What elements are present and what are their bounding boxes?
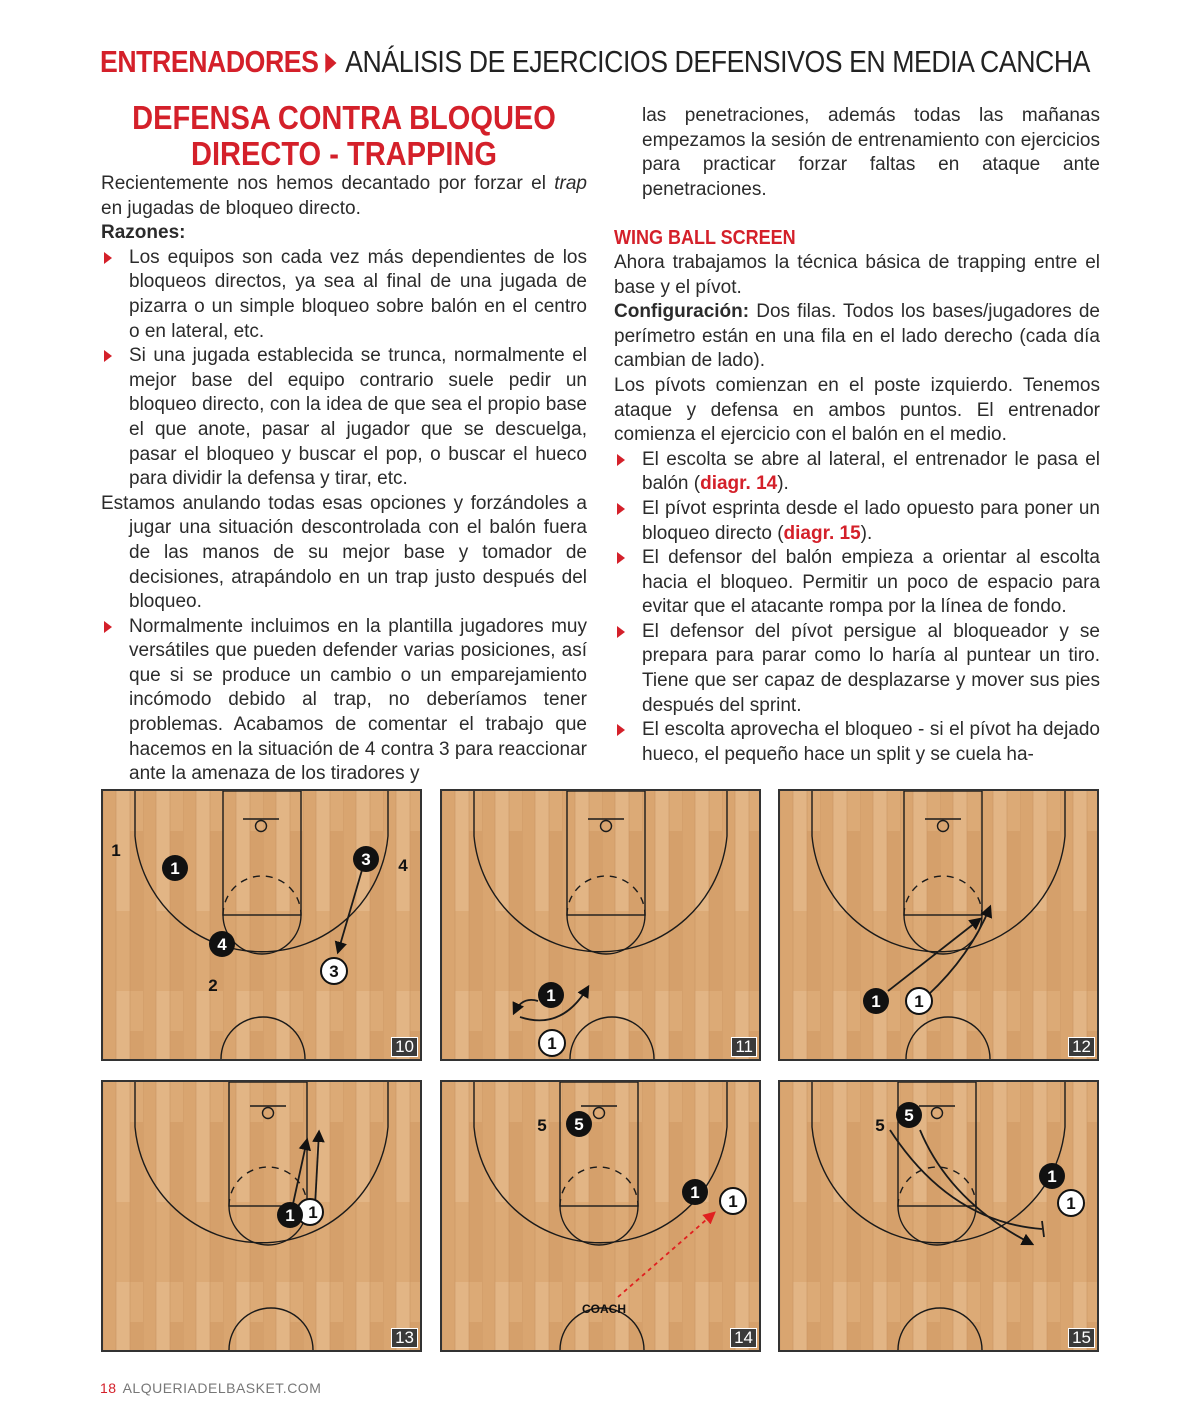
svg-text:3: 3 bbox=[361, 850, 371, 869]
diagram-number: 12 bbox=[1068, 1037, 1095, 1057]
section-heading: WING BALL SCREEN bbox=[614, 227, 796, 250]
svg-text:4: 4 bbox=[217, 935, 227, 954]
footer-site: ALQUERIADELBASKET.COM bbox=[122, 1380, 322, 1396]
svg-text:1: 1 bbox=[1066, 1194, 1076, 1213]
svg-text:5: 5 bbox=[574, 1115, 584, 1134]
pivots-paragraph: Los pívots comienzan en el poste izquierdo. Tenemos ataque y defensa en ambos puntos. El entrenador comienza el ejercicio con el balón en el medio. bbox=[614, 374, 1100, 446]
bullet-item: El defensor del pívot persigue al bloqueador y se prepara para parar como lo haría al puntear un tiro. Tiene que ser capaz de desplazarse y mover sus pies después del sprint. bbox=[614, 620, 1100, 718]
header-triangle-icon bbox=[325, 53, 336, 73]
court-diagram-10 bbox=[103, 791, 420, 1059]
title-line-2: DIRECTO - TRAPPING bbox=[190, 135, 498, 172]
header-subtitle: ANÁLISIS DE EJERCICIOS DEFENSIVOS EN MEDIA CANCHA bbox=[345, 44, 1091, 79]
diagram-number: 13 bbox=[391, 1328, 418, 1348]
diagram-13 bbox=[101, 1080, 422, 1352]
bullet-item: El defensor del balón empieza a orientar al escolta hacia el bloqueo. Permitir un poco de espacio para evitar que el atacante rompa por la línea de fondo. bbox=[614, 546, 1100, 620]
bullet-item: El escolta se abre al lateral, el entrenador le pasa el balón (diagr. 14). bbox=[614, 448, 1100, 497]
page-number: 18 bbox=[100, 1380, 117, 1396]
court-diagram-12 bbox=[780, 791, 1097, 1059]
svg-text:1: 1 bbox=[1047, 1167, 1057, 1186]
court-diagram-15 bbox=[780, 1082, 1097, 1350]
svg-text:1: 1 bbox=[111, 841, 121, 860]
diagram-number: 14 bbox=[730, 1328, 757, 1348]
diagram-11 bbox=[440, 789, 761, 1061]
svg-text:1: 1 bbox=[728, 1192, 738, 1211]
svg-text:1: 1 bbox=[546, 986, 556, 1005]
svg-text:COACH: COACH bbox=[582, 1302, 626, 1316]
diagram-ref: diagr. 15 bbox=[783, 522, 861, 544]
intro-paragraph: Recientemente nos hemos decantado por forzar el trap en jugadas de bloqueo directo. bbox=[101, 173, 587, 219]
body-paragraph: Estamos anulando todas esas opciones y forzándoles a jugar una situación descontrolada con el balón fuera de las manos de su mejor base y tomador de decisiones, atrapándolo en un trap justo después del bloqueo. bbox=[101, 492, 587, 613]
svg-text:4: 4 bbox=[398, 856, 408, 875]
wing-intro: Ahora trabajamos la técnica básica de trapping entre el base y el pívot. bbox=[614, 251, 1100, 298]
svg-text:5: 5 bbox=[537, 1116, 547, 1135]
svg-text:2: 2 bbox=[208, 976, 218, 995]
diagram-12 bbox=[778, 789, 1099, 1061]
title-line-1: DEFENSA CONTRA BLOQUEO bbox=[132, 99, 556, 136]
svg-text:1: 1 bbox=[690, 1183, 700, 1202]
page-footer bbox=[100, 1380, 321, 1396]
config-paragraph: Configuración: Dos filas. Todos los bases/jugadores de perímetro están en una fila en el lado derecho (cada día cambian de lado). bbox=[614, 301, 1100, 372]
svg-text:1: 1 bbox=[285, 1206, 295, 1225]
diagram-10 bbox=[101, 789, 422, 1061]
svg-text:5: 5 bbox=[875, 1116, 885, 1135]
article-title bbox=[101, 100, 587, 172]
svg-text:1: 1 bbox=[308, 1203, 318, 1222]
svg-text:3: 3 bbox=[329, 962, 339, 981]
section-label: ENTRENADORES bbox=[100, 44, 319, 79]
diagram-number: 11 bbox=[731, 1037, 757, 1057]
bullet-item: Si una jugada establecida se trunca, normalmente el mejor base del equipo contrario suele pedir un bloqueo directo, con la idea de que sea el propio base el que anote, pasar al jugador que se descuelga, pasar el bloqueo y buscar el pop, o buscar el hueco para dividir la defensa y tirar, etc. bbox=[101, 344, 587, 492]
bullet-item: El pívot esprinta desde el lado opuesto para poner un bloqueo directo (diagr. 15). bbox=[614, 497, 1100, 546]
svg-text:1: 1 bbox=[871, 992, 881, 1011]
page-header bbox=[100, 44, 1090, 84]
left-column bbox=[101, 172, 587, 787]
court-diagram-14 bbox=[442, 1082, 759, 1350]
svg-text:1: 1 bbox=[170, 859, 180, 878]
svg-text:1: 1 bbox=[914, 992, 924, 1011]
diagram-number: 15 bbox=[1068, 1328, 1095, 1348]
diagram-number: 10 bbox=[391, 1037, 418, 1057]
court-diagram-11 bbox=[442, 791, 759, 1059]
diagram-15 bbox=[778, 1080, 1099, 1352]
razones-label: Razones: bbox=[101, 222, 186, 244]
continuation-paragraph: las penetraciones, además todas las mañanas empezamos la sesión de entrenamiento con ejercicios para practicar forzar faltas en ataque ante penetraciones. bbox=[642, 105, 1100, 200]
svg-text:5: 5 bbox=[904, 1106, 914, 1125]
court-diagram-13 bbox=[103, 1082, 420, 1350]
right-column bbox=[614, 104, 1100, 767]
diagram-ref: diagr. 14 bbox=[700, 473, 778, 495]
bullet-item: Normalmente incluimos en la plantilla jugadores muy versátiles que pueden defender varias posiciones, así que si se produce un cambio o un emparejamiento incómodo debido al trap, no deberíamos tener problemas. Acabamos de comentar el trabajo que hacemos en la situación de 4 contra 3 para reaccionar ante la amenaza de los tiradores y bbox=[101, 615, 587, 787]
bullet-item: Los equipos son cada vez más dependientes de los bloqueos directos, ya sea al final de una jugada de pizarra o un simple bloqueo sobre balón en el centro o en lateral, etc. bbox=[101, 246, 587, 344]
svg-text:1: 1 bbox=[547, 1034, 557, 1053]
bullet-item: El escolta aprovecha el bloqueo - si el pívot ha dejado hueco, el pequeño hace un split y se cuela ha- bbox=[614, 718, 1100, 767]
diagram-14 bbox=[440, 1080, 761, 1352]
